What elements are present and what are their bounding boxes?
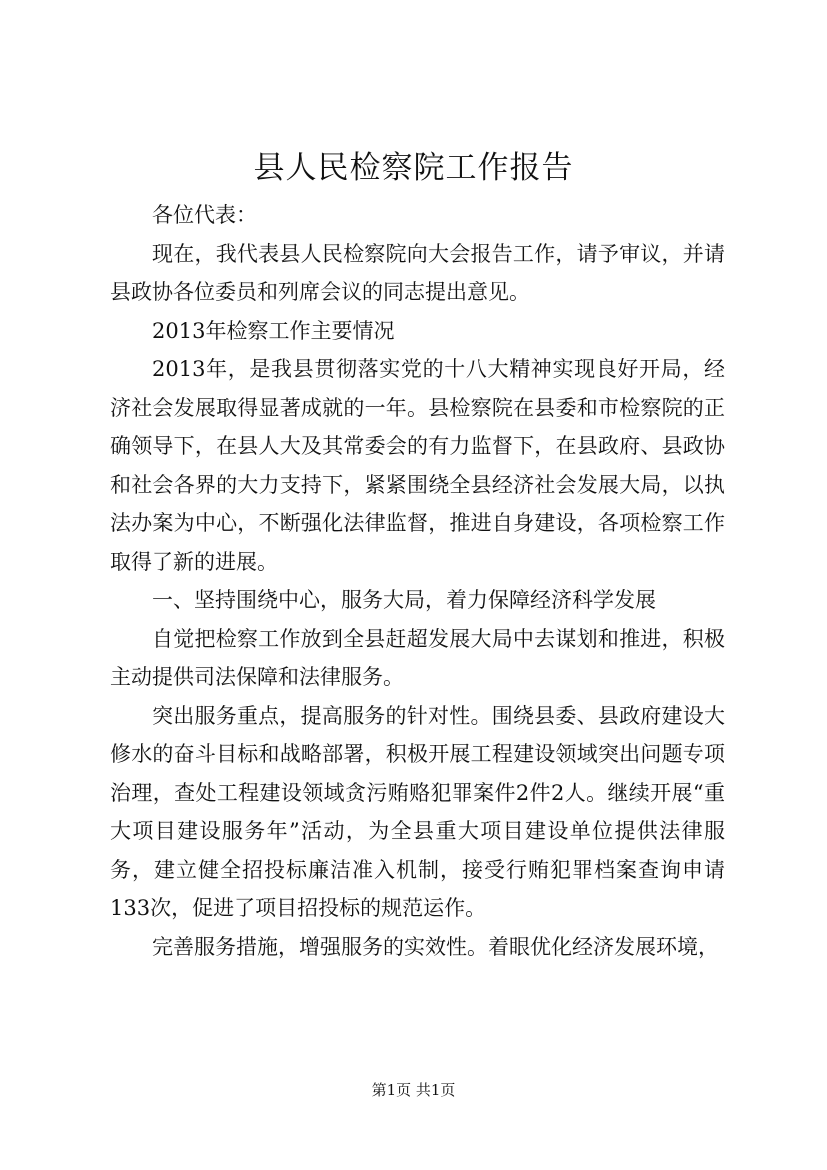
document-title: 县人民检察院工作报告 (253, 150, 574, 186)
page-number-footer: 第1页 共1页 (371, 1081, 456, 1099)
body-paragraph: 完善服务措施，增强服务的实效性。着眼优化经济发展环境， (152, 934, 719, 959)
salutation-paragraph: 各位代表： (152, 203, 257, 227)
section-heading: 2013年检察工作主要情况 (152, 318, 395, 343)
body-paragraph: 自觉把检察工作放到全县赶超发展大局中去谋划和推进，积极主动提供司法保障和法律服务。 (110, 626, 725, 689)
body-paragraph: 突出服务重点，提高服务的针对性。围绕县委、县政府建设大修水的奋斗目标和战略部署，积极开展工程建设领域突出问题专项治理，查处工程建设领域贪污贿赂犯罪案件2件2人。继续开展“重大项目建设服务年”活动，为全县重大项目建设单位提供法律服务，建立健全招投标廉洁准入机制，接受行贿犯罪档案查询申请133次，促进了项目招投标的规范运作。 (110, 703, 725, 920)
document-body (110, 196, 725, 966)
body-paragraph: 2013年，是我县贯彻落实党的十八大精神实现良好开局，经济社会发展取得显著成就的一年。县检察院在县委和市检察院的正确领导下，在县人大及其常委会的有力监督下，在县政府、县政协和社会各界的大力支持下，紧紧围绕全县经济社会发展大局，以执法办案为中心，不断强化法律监督，推进自身建设，各项检察工作取得了新的进展。 (110, 357, 725, 574)
intro-paragraph: 现在，我代表县人民检察院向大会报告工作，请予审议，并请县政协各位委员和列席会议的同志提出意见。 (110, 241, 725, 304)
subsection-heading: 一、坚持围绕中心，服务大局，着力保障经济科学发展 (152, 588, 656, 612)
